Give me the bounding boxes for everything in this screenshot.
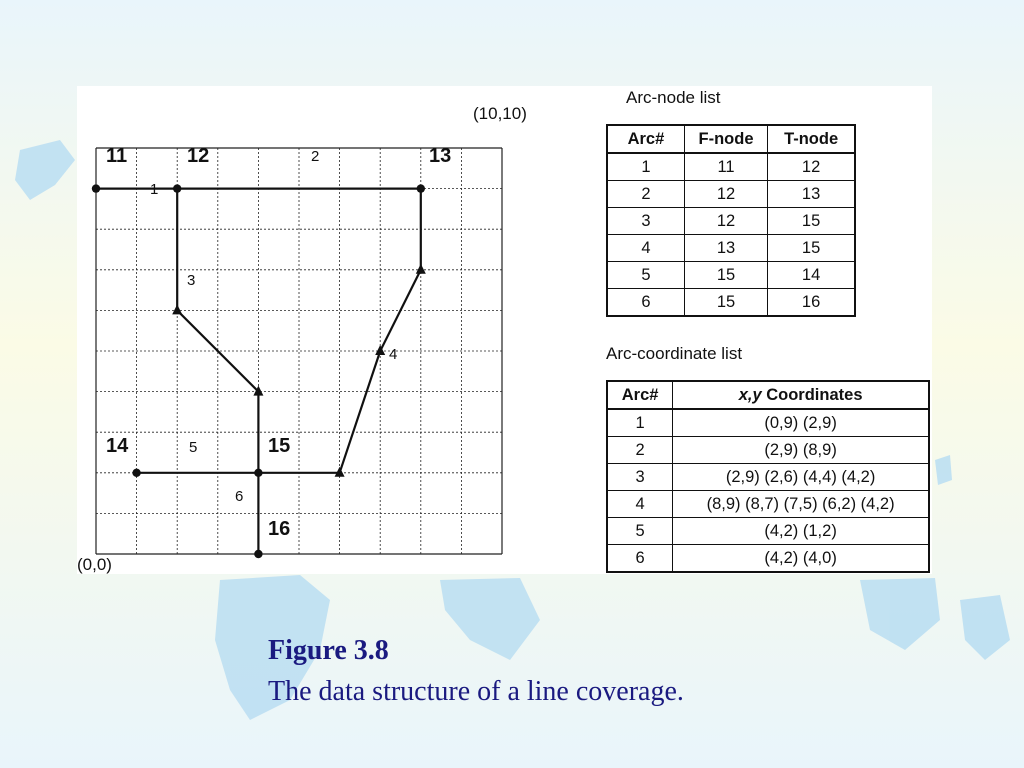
figure-caption-text: The data structure of a line coverage. [268,676,684,707]
table-cell: (4,2) (1,2) [673,518,929,545]
column-header-arc: Arc# [607,125,684,153]
node-label-14: 14 [106,435,129,457]
table-cell: 12 [684,208,767,235]
table-cell: 3 [607,464,673,491]
node-label-13: 13 [429,145,452,167]
column-header-f-node: F-node [684,125,767,153]
table-cell: 4 [607,235,684,262]
table-cell: (4,2) (4,0) [673,545,929,573]
arc-coordinate-table [606,380,930,573]
arc-coordinate-list-title: Arc-coordinate list [606,344,743,363]
table-cell: 15 [684,262,767,289]
figure-panel [77,86,932,574]
grid [96,145,502,554]
corner-label-bottom-left: (0,0) [77,555,112,574]
table-cell: 4 [607,491,673,518]
table-cell: 14 [768,262,855,289]
table-row [607,518,929,545]
node-11 [92,184,100,192]
column-header-coordinates-word: Coordinates [766,385,863,404]
arcs [96,189,421,554]
arc-label-2: 2 [311,148,320,165]
table-cell: 6 [607,289,684,317]
table-cell: 15 [684,289,767,317]
table-row [607,208,855,235]
node-label-16: 16 [268,518,291,540]
node-13 [417,184,425,192]
vertex-marker [172,304,182,314]
table-cell: 2 [607,437,673,464]
node-12 [173,184,181,192]
table-cell: 15 [768,235,855,262]
table-cell: (2,9) (8,9) [673,437,929,464]
column-header-xy: x,y [738,385,762,404]
table-cell: 6 [607,545,673,573]
vertex-marker [375,345,385,355]
table-row [607,289,855,317]
table-cell: 11 [684,153,767,181]
table-cell: 1 [607,409,673,437]
node-14 [132,469,140,477]
table-cell: 2 [607,181,684,208]
table-cell: 16 [768,289,855,317]
table-cell: 3 [607,208,684,235]
arc-label-1: 1 [150,181,159,198]
node-label-12: 12 [187,145,210,167]
table-cell: 13 [768,181,855,208]
table-cell: 15 [768,208,855,235]
arc-4 [258,189,420,473]
column-header-t-node: T-node [768,125,855,153]
arc-label-3: 3 [187,272,196,289]
vertex-marker [416,264,426,274]
table-cell: 12 [768,153,855,181]
table-row [607,153,855,181]
table-cell: 5 [607,518,673,545]
table-cell: 13 [684,235,767,262]
column-header-arc: Arc# [607,381,673,409]
table-row [607,262,855,289]
arc-label-4: 4 [389,346,398,363]
table-cell: 5 [607,262,684,289]
arc-label-6: 6 [235,488,244,505]
node-label-11: 11 [106,145,128,167]
table-cell: 1 [607,153,684,181]
table-row [607,545,929,573]
table-row [607,437,929,464]
table-header-row [607,125,855,153]
table-row [607,464,929,491]
table-row [607,181,855,208]
table-header-row [607,381,929,409]
arc-label-5: 5 [189,439,198,456]
column-header-coordinates [673,381,929,409]
arc-node-list-title: Arc-node list [626,88,721,107]
arc-node-table [606,124,856,317]
figure-caption-title: Figure 3.8 [268,635,389,666]
node-15 [254,469,262,477]
node-16 [254,550,262,558]
table-row [607,491,929,518]
table-cell: 12 [684,181,767,208]
table-cell: (0,9) (2,9) [673,409,929,437]
table-cell: (8,9) (8,7) (7,5) (6,2) (4,2) [673,491,929,518]
table-row [607,235,855,262]
corner-label-top-right: (10,10) [473,104,527,123]
table-cell: (2,9) (2,6) (4,4) (4,2) [673,464,929,491]
node-label-15: 15 [268,435,291,457]
arc-3 [177,189,258,473]
table-row [607,409,929,437]
